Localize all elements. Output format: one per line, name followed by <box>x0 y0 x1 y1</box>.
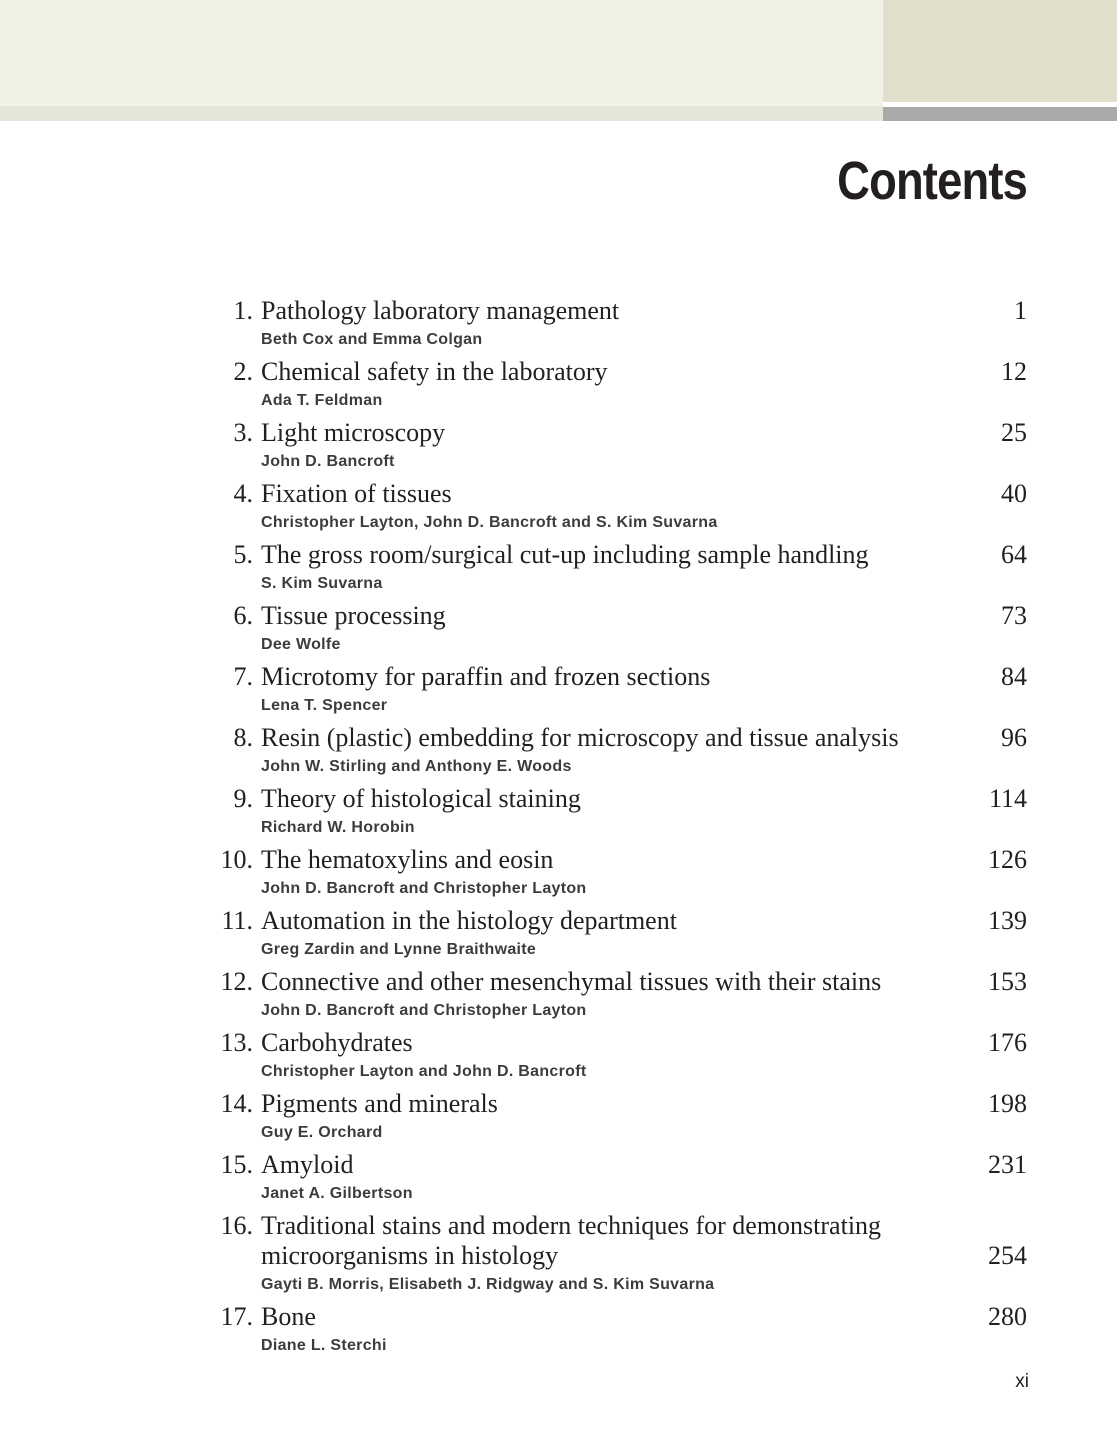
page-number: 280 <box>988 1302 1027 1331</box>
chapter-number: 11. <box>221 906 253 935</box>
chapter-number: 2. <box>233 357 253 386</box>
chapter-authors: Guy E. Orchard <box>261 1124 383 1141</box>
page-title: Contents <box>837 151 1027 211</box>
header-band-strip <box>0 106 883 121</box>
toc-entry[interactable] <box>0 723 1117 784</box>
page-number: 114 <box>988 784 1027 813</box>
toc-entry[interactable] <box>0 845 1117 906</box>
page-number: 84 <box>1001 662 1027 691</box>
chapter-authors: John W. Stirling and Anthony E. Woods <box>261 758 572 775</box>
chapter-authors: Dee Wolfe <box>261 636 341 653</box>
header-accent-strip <box>883 107 1117 121</box>
toc-entry[interactable] <box>0 296 1117 357</box>
chapter-authors: John D. Bancroft and Christopher Layton <box>261 1002 587 1019</box>
chapter-title[interactable]: Light microscopy <box>261 418 446 447</box>
page-number: 176 <box>988 1028 1027 1057</box>
chapter-number: 1. <box>233 296 253 325</box>
toc-entry[interactable] <box>0 967 1117 1028</box>
chapter-number: 6. <box>233 601 253 630</box>
chapter-number: 15. <box>220 1150 253 1179</box>
chapter-number: 3. <box>233 418 253 447</box>
chapter-authors: Gayti B. Morris, Elisabeth J. Ridgway and S. Kim Suvarna <box>261 1276 715 1293</box>
page-number: 64 <box>1001 540 1027 569</box>
chapter-authors: Janet A. Gilbertson <box>261 1185 413 1202</box>
toc-entry[interactable] <box>0 357 1117 418</box>
chapter-title[interactable]: The gross room/surgical cut-up including sample handling <box>261 540 869 569</box>
toc-entry[interactable] <box>0 784 1117 845</box>
header-accent-block <box>883 0 1117 102</box>
toc-entry[interactable] <box>0 1028 1117 1089</box>
page-number: 73 <box>1001 601 1027 630</box>
toc-entry[interactable] <box>0 540 1117 601</box>
chapter-title[interactable]: Pigments and minerals <box>261 1089 498 1118</box>
chapter-authors: Christopher Layton and John D. Bancroft <box>261 1063 587 1080</box>
chapter-title[interactable]: Tissue processing <box>261 601 446 630</box>
page-number: 126 <box>988 845 1027 874</box>
header-band <box>0 0 883 106</box>
folio-page-number: xi <box>1015 1371 1029 1392</box>
chapter-title[interactable]: Microtomy for paraffin and frozen sections <box>261 662 711 691</box>
chapter-title[interactable]: Traditional stains and modern techniques for demonstrating microorganisms in histology <box>261 1211 882 1270</box>
chapter-number: 7. <box>233 662 253 691</box>
toc-entry[interactable] <box>0 906 1117 967</box>
chapter-title[interactable]: Amyloid <box>261 1150 354 1179</box>
page-number: 12 <box>1001 357 1027 386</box>
toc-entry[interactable] <box>0 479 1117 540</box>
chapter-number: 9. <box>233 784 253 813</box>
chapter-title[interactable]: Automation in the histology department <box>261 906 677 935</box>
chapter-title[interactable]: Fixation of tissues <box>261 479 452 508</box>
chapter-title[interactable]: Carbohydrates <box>261 1028 413 1057</box>
chapter-number: 5. <box>233 540 253 569</box>
chapter-title[interactable]: Chemical safety in the laboratory <box>261 357 608 386</box>
chapter-number: 14. <box>220 1089 253 1118</box>
chapter-authors: Ada T. Feldman <box>261 392 383 409</box>
page-number: 25 <box>1001 418 1027 447</box>
chapter-number: 16. <box>220 1211 253 1240</box>
contents-list <box>0 296 1117 1363</box>
page-number: 231 <box>988 1150 1027 1179</box>
chapter-authors: John D. Bancroft <box>261 453 395 470</box>
chapter-number: 17. <box>220 1302 253 1331</box>
page-number: 153 <box>988 967 1027 996</box>
page-number: 254 <box>988 1241 1027 1270</box>
toc-entry[interactable] <box>0 1150 1117 1211</box>
page-number: 1 <box>1014 296 1027 325</box>
chapter-authors: Diane L. Sterchi <box>261 1337 387 1354</box>
toc-entry[interactable] <box>0 418 1117 479</box>
chapter-authors: Greg Zardin and Lynne Braithwaite <box>261 941 537 958</box>
page-number: 198 <box>988 1089 1027 1118</box>
chapter-title[interactable]: Pathology laboratory management <box>261 296 620 325</box>
chapter-title[interactable]: Theory of histological staining <box>261 784 581 813</box>
chapter-number: 4. <box>233 479 253 508</box>
chapter-title[interactable]: The hematoxylins and eosin <box>261 845 554 874</box>
toc-entry[interactable] <box>0 601 1117 662</box>
chapter-title[interactable]: Bone <box>261 1302 316 1331</box>
chapter-authors: Richard W. Horobin <box>261 819 415 836</box>
chapter-authors: Beth Cox and Emma Colgan <box>261 331 483 348</box>
chapter-title[interactable]: Resin (plastic) embedding for microscopy and tissue analysis <box>261 723 899 752</box>
chapter-authors: Lena T. Spencer <box>261 697 388 714</box>
toc-entry[interactable] <box>0 1089 1117 1150</box>
chapter-title[interactable]: Connective and other mesenchymal tissues with their stains <box>261 967 882 996</box>
chapter-number: 8. <box>233 723 253 752</box>
toc-entry[interactable] <box>0 662 1117 723</box>
page-number: 40 <box>1001 479 1027 508</box>
toc-entry[interactable] <box>0 1211 1117 1302</box>
chapter-authors: S. Kim Suvarna <box>261 575 383 592</box>
toc-entry[interactable] <box>0 1302 1117 1363</box>
page-number: 139 <box>988 906 1027 935</box>
page-number: 96 <box>1001 723 1027 752</box>
chapter-number: 10. <box>220 845 253 874</box>
chapter-number: 12. <box>220 967 253 996</box>
chapter-authors: Christopher Layton, John D. Bancroft and S. Kim Suvarna <box>261 514 718 531</box>
chapter-number: 13. <box>220 1028 253 1057</box>
chapter-authors: John D. Bancroft and Christopher Layton <box>261 880 587 897</box>
